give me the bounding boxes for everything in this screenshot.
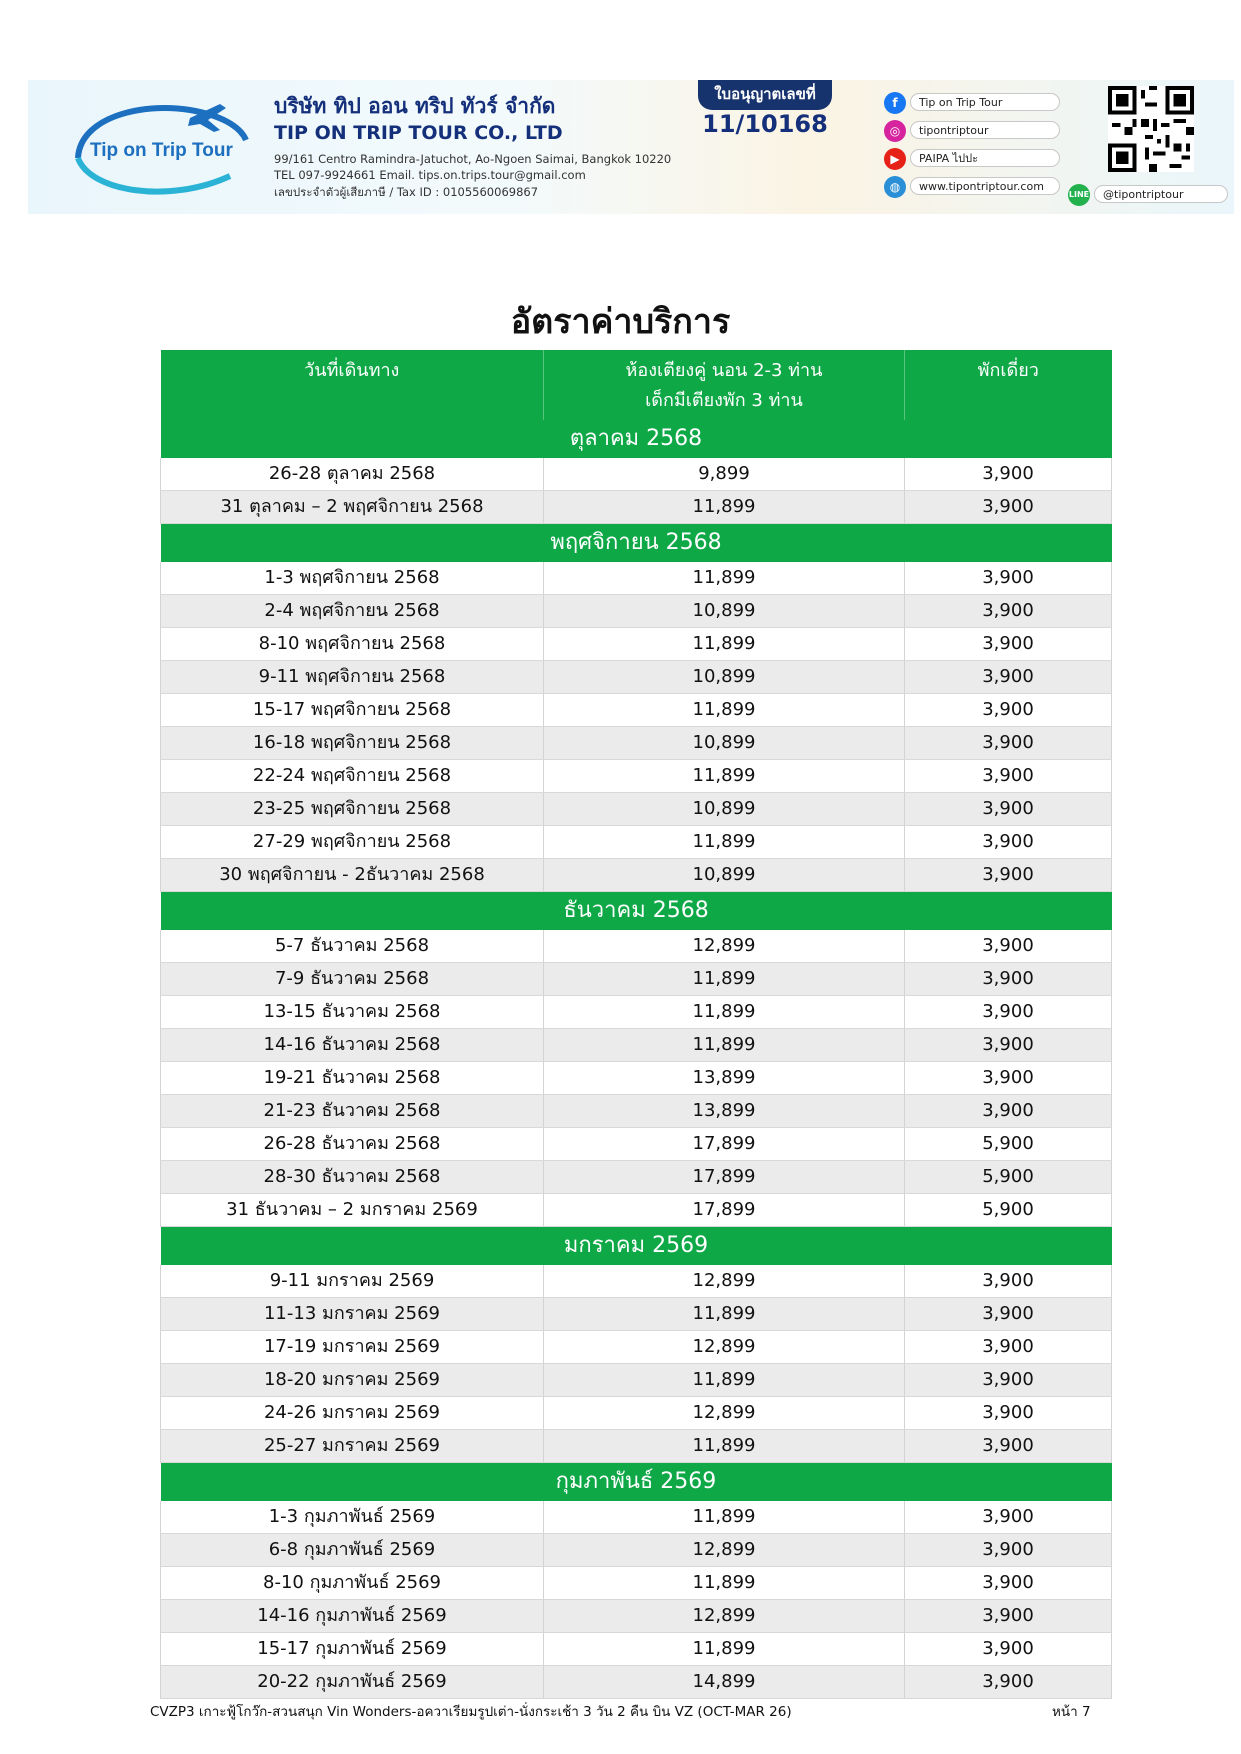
travel-date-cell: 8-10 พฤศจิกายน 2568 (161, 628, 544, 661)
table-row (161, 1666, 1112, 1699)
month-header-row (161, 420, 1112, 458)
twin-room-price-cell: 13,899 (544, 1062, 905, 1095)
month-header-row (161, 524, 1112, 563)
travel-date-cell: 13-15 ธันวาคม 2568 (161, 996, 544, 1029)
single-supplement-cell: 3,900 (905, 1062, 1112, 1095)
twin-room-price-cell: 12,899 (544, 1600, 905, 1633)
single-supplement-cell: 5,900 (905, 1128, 1112, 1161)
month-label: มกราคม 2569 (161, 1227, 1112, 1266)
table-row (161, 1128, 1112, 1161)
twin-room-price-cell: 12,899 (544, 1397, 905, 1430)
table-row (161, 1430, 1112, 1463)
month-header-row (161, 1463, 1112, 1502)
month-label: กุมภาพันธ์ 2569 (161, 1463, 1112, 1502)
travel-date-cell: 27-29 พฤศจิกายน 2568 (161, 826, 544, 859)
social-instagram[interactable] (884, 120, 1062, 142)
twin-room-price-cell: 12,899 (544, 1331, 905, 1364)
month-header-row (161, 892, 1112, 931)
social-youtube[interactable] (884, 148, 1062, 170)
single-supplement-cell: 3,900 (905, 1095, 1112, 1128)
month-label: ตุลาคม 2568 (161, 420, 1112, 458)
table-row (161, 1062, 1112, 1095)
single-supplement-cell: 3,900 (905, 996, 1112, 1029)
header-twin-room (544, 350, 905, 420)
travel-date-cell: 26-28 ธันวาคม 2568 (161, 1128, 544, 1161)
single-supplement-cell: 3,900 (905, 491, 1112, 524)
company-name-thai: บริษัท ทิป ออน ทริป ทัวร์ จำกัด (274, 94, 556, 118)
twin-room-price-cell: 13,899 (544, 1095, 905, 1128)
twin-room-price-cell: 10,899 (544, 727, 905, 760)
twin-room-price-cell: 17,899 (544, 1128, 905, 1161)
twin-room-price-cell: 11,899 (544, 963, 905, 996)
twin-room-price-cell: 10,899 (544, 793, 905, 826)
single-supplement-cell: 3,900 (905, 1397, 1112, 1430)
twin-room-price-cell: 17,899 (544, 1194, 905, 1227)
table-row (161, 595, 1112, 628)
table-row (161, 1600, 1112, 1633)
twin-room-price-cell: 11,899 (544, 996, 905, 1029)
table-row (161, 491, 1112, 524)
twin-room-price-cell: 11,899 (544, 1567, 905, 1600)
table-row (161, 826, 1112, 859)
youtube-handle: PAIPA ไปปะ (910, 149, 1060, 167)
twin-room-price-cell: 11,899 (544, 694, 905, 727)
company-address: 99/161 Centro Ramindra-Jatuchot, Ao-Ngoen Saimai, Bangkok 10220 (274, 152, 672, 166)
travel-date-cell: 14-16 กุมภาพันธ์ 2569 (161, 1600, 544, 1633)
table-row (161, 760, 1112, 793)
table-row (161, 1567, 1112, 1600)
instagram-handle: tipontriptour (910, 121, 1060, 139)
travel-date-cell: 2-4 พฤศจิกายน 2568 (161, 595, 544, 628)
twin-room-price-cell: 11,899 (544, 1430, 905, 1463)
table-row (161, 727, 1112, 760)
twin-room-price-cell: 12,899 (544, 1534, 905, 1567)
twin-room-price-cell: 11,899 (544, 1633, 905, 1666)
travel-date-cell: 7-9 ธันวาคม 2568 (161, 963, 544, 996)
single-supplement-cell: 3,900 (905, 458, 1112, 491)
single-supplement-cell: 3,900 (905, 1501, 1112, 1534)
twin-room-price-cell: 9,899 (544, 458, 905, 491)
line-icon: LINE (1068, 184, 1090, 206)
single-supplement-cell: 3,900 (905, 628, 1112, 661)
travel-date-cell: 19-21 ธันวาคม 2568 (161, 1062, 544, 1095)
travel-date-cell: 8-10 กุมภาพันธ์ 2569 (161, 1567, 544, 1600)
single-supplement-cell: 3,900 (905, 694, 1112, 727)
single-supplement-cell: 3,900 (905, 1331, 1112, 1364)
travel-date-cell: 31 ธันวาคม – 2 มกราคม 2569 (161, 1194, 544, 1227)
table-row (161, 1397, 1112, 1430)
month-label: พฤศจิกายน 2568 (161, 524, 1112, 563)
travel-date-cell: 9-11 พฤศจิกายน 2568 (161, 661, 544, 694)
single-supplement-cell: 3,900 (905, 1534, 1112, 1567)
twin-room-price-cell: 11,899 (544, 491, 905, 524)
travel-date-cell: 15-17 กุมภาพันธ์ 2569 (161, 1633, 544, 1666)
table-row (161, 1194, 1112, 1227)
facebook-icon: f (884, 92, 906, 114)
single-supplement-cell: 3,900 (905, 727, 1112, 760)
travel-date-cell: 24-26 มกราคม 2569 (161, 1397, 544, 1430)
table-row (161, 694, 1112, 727)
single-supplement-cell: 3,900 (905, 1666, 1112, 1699)
travel-date-cell: 1-3 พฤศจิกายน 2568 (161, 562, 544, 595)
travel-date-cell: 14-16 ธันวาคม 2568 (161, 1029, 544, 1062)
single-supplement-cell: 3,900 (905, 1364, 1112, 1397)
page-title: อัตราค่าบริการ (510, 302, 731, 342)
travel-date-cell: 21-23 ธันวาคม 2568 (161, 1095, 544, 1128)
travel-date-cell: 6-8 กุมภาพันธ์ 2569 (161, 1534, 544, 1567)
travel-date-cell: 30 พฤศจิกายน - 2ธันวาคม 2568 (161, 859, 544, 892)
travel-date-cell: 26-28 ตุลาคม 2568 (161, 458, 544, 491)
travel-date-cell: 25-27 มกราคม 2569 (161, 1430, 544, 1463)
rate-table (160, 350, 1112, 1699)
single-supplement-cell: 3,900 (905, 1265, 1112, 1298)
travel-date-cell: 28-30 ธันวาคม 2568 (161, 1161, 544, 1194)
table-row (161, 1029, 1112, 1062)
twin-room-price-cell: 10,899 (544, 595, 905, 628)
month-header-row (161, 1227, 1112, 1266)
twin-room-price-cell: 11,899 (544, 628, 905, 661)
table-row (161, 930, 1112, 963)
company-name-english: TIP ON TRIP TOUR CO., LTD (274, 122, 563, 144)
single-supplement-cell: 3,900 (905, 793, 1112, 826)
table-row (161, 996, 1112, 1029)
footer-tour-code: CVZP3 เกาะฟู้โกว๊ก-สวนสนุก Vin Wonders-อควาเรียมรูปเต่า-นั่งกระเช้า 3 วัน 2 คืน บิน VZ (OCT-MAR 26) (150, 1704, 792, 1720)
travel-date-cell: 18-20 มกราคม 2569 (161, 1364, 544, 1397)
header-twin-room-line1: ห้องเตียงคู่ นอน 2-3 ท่าน (625, 360, 823, 381)
twin-room-price-cell: 11,899 (544, 1298, 905, 1331)
qr-code[interactable] (1108, 86, 1194, 172)
social-facebook[interactable] (884, 92, 1062, 114)
table-row (161, 1534, 1112, 1567)
single-supplement-cell: 3,900 (905, 760, 1112, 793)
single-supplement-cell: 3,900 (905, 1029, 1112, 1062)
table-row (161, 1331, 1112, 1364)
twin-room-price-cell: 11,899 (544, 1501, 905, 1534)
company-logo (70, 96, 260, 200)
single-supplement-cell: 3,900 (905, 1298, 1112, 1331)
travel-date-cell: 1-3 กุมภาพันธ์ 2569 (161, 1501, 544, 1534)
travel-date-cell: 9-11 มกราคม 2569 (161, 1265, 544, 1298)
table-row (161, 1501, 1112, 1534)
logo-text: Tip on Trip Tour (90, 140, 233, 161)
twin-room-price-cell: 17,899 (544, 1161, 905, 1194)
header-single-room: พักเดี่ยว (905, 350, 1112, 420)
globe-icon: ◍ (884, 176, 906, 198)
single-supplement-cell: 3,900 (905, 562, 1112, 595)
twin-room-price-cell: 10,899 (544, 661, 905, 694)
travel-date-cell: 23-25 พฤศจิกายน 2568 (161, 793, 544, 826)
single-supplement-cell: 3,900 (905, 595, 1112, 628)
social-website[interactable] (884, 176, 1062, 198)
travel-date-cell: 15-17 พฤศจิกายน 2568 (161, 694, 544, 727)
instagram-icon: ◎ (884, 120, 906, 142)
table-row (161, 1265, 1112, 1298)
travel-date-cell: 31 ตุลาคม – 2 พฤศจิกายน 2568 (161, 491, 544, 524)
single-supplement-cell: 3,900 (905, 826, 1112, 859)
table-row (161, 661, 1112, 694)
single-supplement-cell: 5,900 (905, 1161, 1112, 1194)
company-contact: TEL 097-9924661 Email. tips.on.trips.tour@gmail.com (274, 168, 586, 182)
single-supplement-cell: 3,900 (905, 859, 1112, 892)
table-header-row (161, 350, 1112, 420)
table-row (161, 1161, 1112, 1194)
youtube-icon: ▶ (884, 148, 906, 170)
table-row (161, 1633, 1112, 1666)
twin-room-price-cell: 14,899 (544, 1666, 905, 1699)
table-row (161, 793, 1112, 826)
single-supplement-cell: 3,900 (905, 1633, 1112, 1666)
single-supplement-cell: 3,900 (905, 1567, 1112, 1600)
company-tax-id: เลขประจำตัวผู้เสียภาษี / Tax ID : 0105560069867 (274, 185, 539, 199)
month-label: ธันวาคม 2568 (161, 892, 1112, 931)
twin-room-price-cell: 12,899 (544, 930, 905, 963)
header-travel-date: วันที่เดินทาง (161, 350, 544, 420)
rate-table-body (161, 420, 1112, 1699)
table-row (161, 628, 1112, 661)
header-banner (28, 80, 1234, 214)
licence-label: ใบอนุญาตเลขที่ (698, 80, 832, 110)
table-row (161, 458, 1112, 491)
page-number: หน้า 7 (1052, 1704, 1091, 1720)
table-row (161, 562, 1112, 595)
travel-date-cell: 20-22 กุมภาพันธ์ 2569 (161, 1666, 544, 1699)
travel-date-cell: 17-19 มกราคม 2569 (161, 1331, 544, 1364)
twin-room-price-cell: 11,899 (544, 1364, 905, 1397)
single-supplement-cell: 3,900 (905, 1430, 1112, 1463)
twin-room-price-cell: 11,899 (544, 1029, 905, 1062)
single-supplement-cell: 5,900 (905, 1194, 1112, 1227)
twin-room-price-cell: 11,899 (544, 562, 905, 595)
single-supplement-cell: 3,900 (905, 930, 1112, 963)
twin-room-price-cell: 11,899 (544, 760, 905, 793)
travel-date-cell: 22-24 พฤศจิกายน 2568 (161, 760, 544, 793)
twin-room-price-cell: 11,899 (544, 826, 905, 859)
table-row (161, 1298, 1112, 1331)
table-row (161, 1095, 1112, 1128)
social-line[interactable] (1068, 184, 1228, 206)
licence-number: 11/10168 (702, 110, 828, 138)
table-row (161, 859, 1112, 892)
single-supplement-cell: 3,900 (905, 1600, 1112, 1633)
twin-room-price-cell: 10,899 (544, 859, 905, 892)
travel-date-cell: 16-18 พฤศจิกายน 2568 (161, 727, 544, 760)
table-row (161, 1364, 1112, 1397)
line-handle: @tipontriptour (1094, 185, 1228, 203)
table-row (161, 963, 1112, 996)
travel-date-cell: 5-7 ธันวาคม 2568 (161, 930, 544, 963)
single-supplement-cell: 3,900 (905, 963, 1112, 996)
website-url: www.tipontriptour.com (910, 177, 1060, 195)
header-twin-room-line2: เด็กมีเตียงพัก 3 ท่าน (645, 390, 803, 411)
facebook-handle: Tip on Trip Tour (910, 93, 1060, 111)
single-supplement-cell: 3,900 (905, 661, 1112, 694)
twin-room-price-cell: 12,899 (544, 1265, 905, 1298)
travel-date-cell: 11-13 มกราคม 2569 (161, 1298, 544, 1331)
